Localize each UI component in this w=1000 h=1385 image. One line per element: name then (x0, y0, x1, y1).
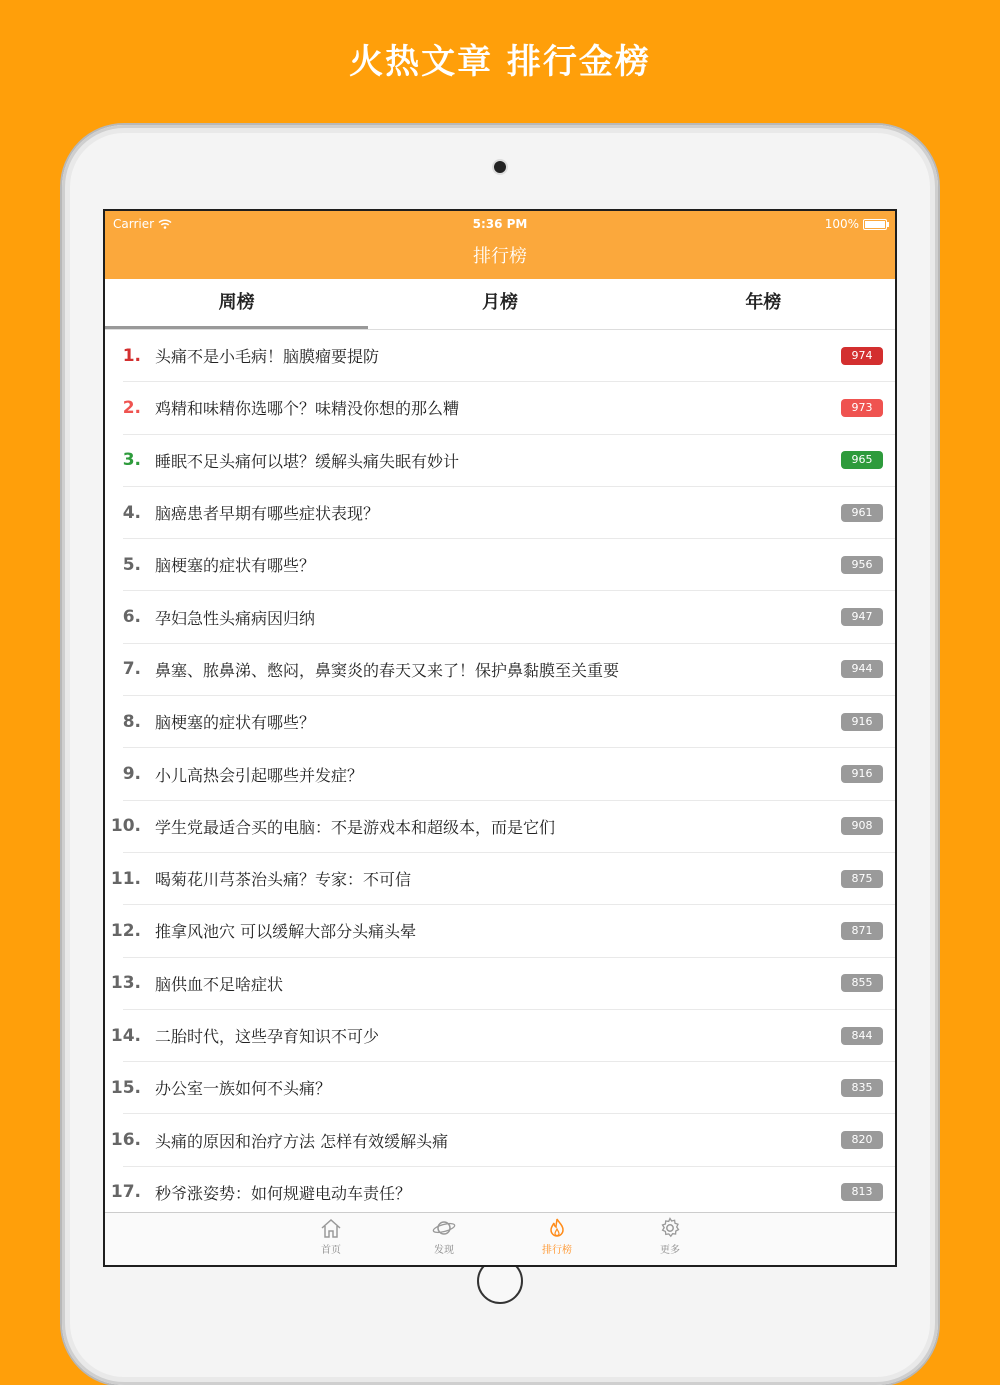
tab-bar-label: 发现 (434, 1245, 454, 1256)
battery-icon (863, 219, 887, 230)
article-title: 头痛的原因和治疗方法 怎样有效缓解头痛 (155, 1131, 449, 1151)
list-item[interactable] (110, 853, 895, 905)
article-title: 秒爷涨姿势：如何规避电动车责任？ (155, 1183, 412, 1203)
rank-number: 6. (122, 607, 141, 628)
rank-number: 16. (110, 1130, 141, 1151)
rank-number: 17. (110, 1182, 141, 1203)
article-title: 鸡精和味精你选哪个？味精没你想的那么糟 (155, 399, 460, 419)
status-time: 5:36 PM (472, 217, 528, 231)
rank-number: 4. (122, 502, 141, 523)
view-count-badge: 871 (841, 922, 883, 940)
view-count-badge: 956 (841, 556, 883, 574)
list-item[interactable] (123, 748, 895, 800)
list-item[interactable] (110, 905, 895, 957)
battery-percent: 100% (824, 217, 859, 231)
rank-number: 15. (110, 1077, 141, 1098)
article-title: 二胎时代，这些孕育知识不可少 (155, 1027, 380, 1046)
tab-bar (105, 1212, 895, 1265)
list-item[interactable] (110, 1062, 895, 1114)
list-item[interactable] (123, 382, 895, 434)
tab-bar-label: 排行榜 (542, 1245, 572, 1256)
article-title: 小儿高热会引起哪些并发症？ (155, 765, 364, 785)
rank-number: 7. (122, 659, 141, 680)
tab-bar-item-ranking[interactable] (527, 1217, 587, 1256)
tab-bar-item-more[interactable] (640, 1217, 700, 1256)
list-item[interactable] (123, 591, 895, 643)
flame-icon (545, 1217, 569, 1239)
view-count-badge: 835 (841, 1079, 883, 1097)
app-screen (103, 209, 897, 1267)
carrier-label: Carrier (113, 217, 155, 231)
list-item[interactable] (123, 539, 895, 591)
article-title: 睡眠不足头痛何以堪？缓解头痛失眠有妙计 (155, 451, 460, 471)
rank-number: 8. (122, 711, 141, 732)
promo-title: 火热文章 排行金榜 (349, 42, 651, 82)
list-item[interactable] (123, 644, 895, 696)
view-count-badge: 916 (841, 713, 883, 731)
list-item[interactable] (123, 435, 895, 487)
camera (494, 161, 506, 173)
gear-icon (658, 1217, 682, 1239)
rank-number: 9. (122, 764, 141, 785)
tab-weekly[interactable]: 周榜 (105, 279, 368, 329)
view-count-badge: 820 (841, 1131, 883, 1149)
nav-title: 排行榜 (473, 246, 527, 267)
list-item[interactable] (123, 330, 895, 382)
list-item[interactable] (110, 1167, 895, 1214)
article-title: 鼻塞、脓鼻涕、憋闷，鼻窦炎的春天又来了！保护鼻黏膜至关重要 (155, 660, 620, 680)
article-title: 孕妇急性头痛病因归纳 (155, 608, 316, 628)
rank-number: 11. (110, 868, 141, 889)
ranking-list (105, 330, 895, 1214)
list-item[interactable] (110, 958, 895, 1010)
view-count-badge: 875 (841, 870, 883, 888)
article-title: 喝菊花川芎茶治头痛？专家：不可信 (155, 870, 412, 890)
rank-number: 12. (110, 920, 141, 941)
tab-bar-label: 更多 (660, 1245, 680, 1256)
article-title: 脑癌患者早期有哪些症状表现？ (155, 504, 380, 524)
list-item[interactable] (110, 801, 895, 853)
rank-number: 13. (110, 973, 141, 994)
article-title: 办公室一族如何不头痛？ (155, 1079, 332, 1099)
tab-yearly[interactable]: 年榜 (745, 292, 782, 313)
article-title: 脑梗塞的症状有哪些？ (155, 556, 316, 576)
app-header (105, 211, 895, 279)
article-title: 推拿风池穴 可以缓解大部分头痛头晕 (155, 922, 417, 942)
list-item[interactable] (110, 1010, 895, 1062)
tab-bar-item-home[interactable] (301, 1217, 361, 1256)
view-count-badge: 947 (841, 608, 883, 626)
home-icon (319, 1217, 343, 1239)
rank-number: 10. (110, 816, 141, 837)
view-count-badge: 813 (841, 1183, 883, 1201)
ranking-tabs (105, 279, 895, 330)
rank-number: 5. (122, 554, 141, 575)
rank-number: 3. (122, 450, 141, 471)
view-count-badge: 974 (841, 347, 883, 365)
view-count-badge: 965 (841, 451, 883, 469)
tab-bar-item-discover[interactable] (414, 1217, 474, 1256)
view-count-badge: 908 (841, 817, 883, 835)
view-count-badge: 961 (841, 504, 883, 522)
tab-monthly[interactable]: 月榜 (481, 292, 518, 313)
article-title: 学生党最适合买的电脑：不是游戏本和超级本，而是它们 (155, 817, 556, 837)
article-title: 脑供血不足啥症状 (155, 974, 284, 994)
list-item[interactable] (123, 487, 895, 539)
planet-icon (432, 1217, 456, 1239)
article-title: 脑梗塞的症状有哪些？ (155, 713, 316, 733)
view-count-badge: 973 (841, 399, 883, 417)
rank-number: 2. (122, 397, 141, 418)
list-item[interactable] (123, 696, 895, 748)
view-count-badge: 944 (841, 660, 883, 678)
rank-number: 14. (110, 1025, 141, 1046)
view-count-badge: 844 (841, 1027, 883, 1045)
status-bar (105, 211, 895, 237)
view-count-badge: 855 (841, 974, 883, 992)
list-item[interactable] (110, 1114, 895, 1166)
view-count-badge: 916 (841, 765, 883, 783)
tab-bar-label: 首页 (321, 1245, 341, 1256)
article-title: 头痛不是小毛病！脑膜瘤要提防 (155, 347, 380, 367)
rank-number: 1. (122, 345, 141, 366)
